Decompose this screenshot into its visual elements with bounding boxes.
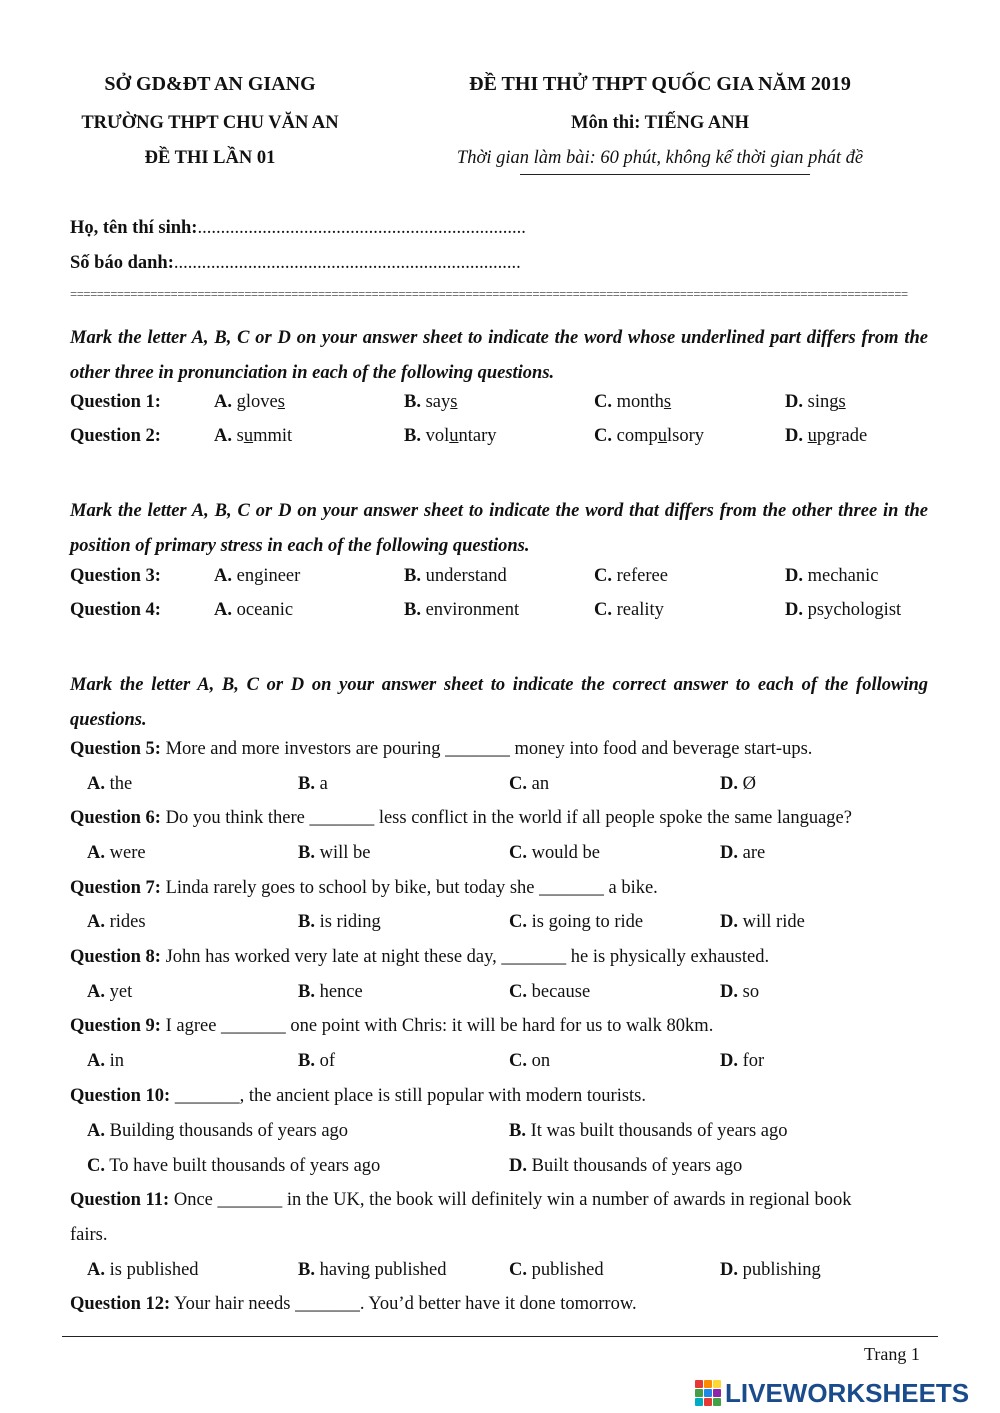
candidate-name-dots[interactable]: ....................................................................... — [197, 218, 526, 238]
option-letter: A. — [87, 1051, 105, 1071]
underlined-part: u — [449, 426, 459, 446]
option-letter: A. — [214, 426, 232, 446]
question-label: Question 9: — [70, 1016, 161, 1036]
underlined-part: u — [243, 426, 254, 446]
option-letter: C. — [509, 774, 527, 794]
option-text: It was built thousands of years ago — [530, 1121, 788, 1141]
option-text-rest: pgrade — [816, 426, 868, 446]
option-text: were — [109, 843, 146, 863]
option-letter: C. — [87, 1156, 105, 1176]
option-text: because — [531, 982, 591, 1002]
question-label: Question 10: — [70, 1086, 171, 1106]
q9-option-d[interactable] — [720, 1051, 764, 1072]
option-text: are — [742, 843, 766, 863]
question-label: Question 5: — [70, 739, 161, 759]
option-letter: A. — [214, 566, 232, 586]
q10-option-a[interactable] — [87, 1121, 348, 1142]
option-text: environment — [425, 600, 520, 620]
candidate-id-row — [70, 253, 521, 274]
option-text: yet — [109, 982, 133, 1002]
underlined-part: u — [807, 426, 817, 446]
option-text: will be — [319, 843, 371, 863]
question-6 — [70, 808, 852, 829]
exam-duration: Thời gian làm bài: 60 phút, không kể thời gian phát đề — [456, 148, 864, 168]
option-letter: D. — [785, 426, 803, 446]
underlined-part: s — [450, 392, 458, 412]
option-b[interactable] — [404, 566, 507, 587]
question-label: Question 7: — [70, 878, 161, 898]
question-label: Question 3: — [70, 566, 161, 586]
option-d[interactable] — [785, 566, 879, 587]
option-letter: B. — [298, 1260, 315, 1280]
option-a[interactable] — [214, 426, 292, 447]
option-text: engineer — [236, 566, 301, 586]
q5-option-b[interactable] — [298, 774, 328, 795]
option-text: published — [531, 1260, 604, 1280]
option-c[interactable] — [594, 392, 671, 413]
q6-option-a[interactable] — [87, 843, 146, 864]
option-text: hence — [319, 982, 363, 1002]
option-text: Building thousands of years ago — [109, 1121, 349, 1141]
q10-option-b[interactable] — [509, 1121, 788, 1142]
candidate-name-row — [70, 218, 526, 239]
instruction-correct-answer: Mark the letter A, B, C or D on your answer sheet to indicate the correct answer to each of the following questions. — [70, 675, 928, 730]
liveworksheets-logo-icon — [695, 1380, 721, 1406]
option-text: an — [531, 774, 550, 794]
q8-option-c[interactable] — [509, 982, 590, 1003]
q8-option-b[interactable] — [298, 982, 363, 1003]
option-letter: A. — [87, 1260, 105, 1280]
option-text: Built thousands of years ago — [531, 1156, 743, 1176]
option-letter: C. — [509, 1051, 527, 1071]
option-a[interactable] — [214, 600, 293, 621]
question-text: I agree _______ one point with Chris: it will be hard for us to walk 80km. — [160, 1016, 714, 1036]
option-letter: B. — [298, 982, 315, 1002]
question-5 — [70, 739, 812, 760]
question-8 — [70, 947, 769, 968]
underlined-part: s — [663, 392, 672, 412]
option-text: having published — [319, 1260, 447, 1280]
option-letter: A. — [87, 912, 105, 932]
option-letter: D. — [720, 1260, 738, 1280]
option-letter: B. — [298, 1051, 315, 1071]
option-a[interactable] — [214, 392, 285, 413]
liveworksheets-logo[interactable] — [695, 1377, 969, 1409]
option-letter: C. — [509, 912, 527, 932]
option-letter: D. — [720, 774, 738, 794]
option-letter: C. — [509, 1260, 527, 1280]
option-text: would be — [531, 843, 600, 863]
option-text: of — [319, 1051, 336, 1071]
option-text: a — [319, 774, 328, 794]
option-letter: C. — [594, 426, 612, 446]
option-b[interactable] — [404, 600, 519, 621]
candidate-id-dots[interactable]: ........................................................................... — [173, 253, 521, 273]
underlined-part: s — [838, 392, 846, 412]
q7-option-d[interactable] — [720, 912, 805, 933]
option-text: rides — [109, 912, 146, 932]
option-letter: D. — [720, 982, 738, 1002]
q6-option-b[interactable] — [298, 843, 370, 864]
option-text: month — [616, 392, 664, 412]
question-label: Question 11: — [70, 1190, 170, 1210]
q7-option-a[interactable] — [87, 912, 146, 933]
option-text-rest: lsory — [666, 426, 704, 446]
option-text: for — [742, 1051, 765, 1071]
q10-option-d[interactable] — [509, 1156, 742, 1177]
option-letter: B. — [298, 843, 315, 863]
option-text: reality — [616, 600, 664, 620]
option-text: comp — [616, 426, 658, 446]
q7-option-c[interactable] — [509, 912, 643, 933]
option-text: in — [109, 1051, 125, 1071]
q9-option-b[interactable] — [298, 1051, 335, 1072]
question-text: Your hair needs _______. You’d better have it done tomorrow. — [170, 1294, 637, 1314]
question-label: Question 12: — [70, 1294, 171, 1314]
option-letter: D. — [509, 1156, 527, 1176]
option-text: s — [236, 426, 244, 446]
option-text: understand — [425, 566, 507, 586]
q9-option-a[interactable] — [87, 1051, 124, 1072]
option-c[interactable] — [594, 426, 704, 447]
q11-option-b[interactable] — [298, 1260, 447, 1281]
option-a[interactable] — [214, 566, 300, 587]
option-letter: C. — [594, 566, 612, 586]
option-c[interactable] — [594, 566, 668, 587]
question-text: Linda rarely goes to school by bike, but today she _______ a bike. — [160, 878, 658, 898]
q8-option-d[interactable] — [720, 982, 759, 1003]
q11-option-a[interactable] — [87, 1260, 199, 1281]
school-name: TRƯỜNG THPT CHU VĂN AN — [81, 113, 339, 133]
option-text: on — [531, 1051, 551, 1071]
option-letter: B. — [404, 600, 421, 620]
option-letter: D. — [785, 392, 803, 412]
question-10 — [70, 1086, 646, 1107]
option-text: mechanic — [807, 566, 879, 586]
option-letter: A. — [87, 843, 105, 863]
option-letter: A. — [214, 600, 232, 620]
underlined-part: s — [277, 392, 285, 412]
q5-option-a[interactable] — [87, 774, 132, 795]
option-c[interactable] — [594, 600, 664, 621]
question-label: Question 2: — [70, 426, 161, 446]
question-label: Question 4: — [70, 600, 161, 620]
q5-option-c[interactable] — [509, 774, 549, 795]
option-letter: D. — [720, 912, 738, 932]
option-letter: C. — [594, 600, 612, 620]
option-text: referee — [616, 566, 668, 586]
option-letter: B. — [404, 566, 421, 586]
separator-line: ============================================================================================================================= — [70, 288, 908, 298]
option-text: is riding — [319, 912, 381, 932]
q8-option-a[interactable] — [87, 982, 132, 1003]
option-text: glove — [236, 392, 278, 412]
option-letter: A. — [87, 774, 105, 794]
option-text: publishing — [742, 1260, 821, 1280]
option-text: so — [742, 982, 760, 1002]
option-text: is going to ride — [531, 912, 644, 932]
option-b[interactable] — [404, 392, 457, 413]
option-text: Ø — [742, 774, 756, 794]
underlined-part: u — [657, 426, 667, 446]
question-text: _______, the ancient place is still popular with modern tourists. — [170, 1086, 646, 1106]
page-number: Trang 1 — [864, 1344, 920, 1364]
option-letter: D. — [720, 1051, 738, 1071]
instruction-stress: Mark the letter A, B, C or D on your answer sheet to indicate the word that differs from the other three in the position of primary stress in each of the following questions. — [70, 501, 928, 556]
question-label: Question 8: — [70, 947, 161, 967]
candidate-name-label: Họ, tên thí sinh: — [70, 218, 198, 238]
liveworksheets-logo-text: LIVEWORKSHEETS — [725, 1377, 970, 1408]
option-text: vol — [425, 426, 450, 446]
option-text: sing — [807, 392, 839, 412]
option-text: is published — [109, 1260, 199, 1280]
option-letter: B. — [509, 1121, 526, 1141]
question-text: John has worked very late at night these day, _______ he is physically exhausted. — [160, 947, 770, 967]
option-text: To have built thousands of years ago — [109, 1156, 381, 1176]
question-11-continued: fairs. — [70, 1225, 108, 1245]
option-d[interactable] — [785, 426, 867, 447]
option-letter: B. — [298, 774, 315, 794]
exam-title: ĐỀ THI THỬ THPT QUỐC GIA NĂM 2019 — [469, 73, 851, 95]
exam-round: ĐỀ THI LẦN 01 — [144, 148, 276, 168]
q5-option-d[interactable] — [720, 774, 756, 795]
department-name: SỞ GD&ĐT AN GIANG — [104, 73, 316, 95]
footer-divider — [62, 1336, 938, 1337]
option-text: psychologist — [807, 600, 902, 620]
option-text: the — [109, 774, 133, 794]
option-letter: C. — [509, 982, 527, 1002]
question-9 — [70, 1016, 713, 1037]
option-letter: B. — [404, 426, 421, 446]
q10-option-c[interactable] — [87, 1156, 380, 1177]
question-11 — [70, 1190, 852, 1211]
option-letter: A. — [87, 1121, 105, 1141]
option-text: say — [425, 392, 451, 412]
option-letter: D. — [720, 843, 738, 863]
q11-option-c[interactable] — [509, 1260, 604, 1281]
option-text: will ride — [742, 912, 805, 932]
option-text-rest: ntary — [458, 426, 497, 446]
option-letter: D. — [785, 600, 803, 620]
option-letter: B. — [298, 912, 315, 932]
option-letter: C. — [594, 392, 612, 412]
q7-option-b[interactable] — [298, 912, 381, 933]
option-text-rest: mmit — [253, 426, 293, 446]
question-label: Question 1: — [70, 392, 161, 412]
option-letter: C. — [509, 843, 527, 863]
option-letter: D. — [785, 566, 803, 586]
question-text: More and more investors are pouring _______ money into food and beverage start-ups. — [160, 739, 813, 759]
question-7 — [70, 878, 658, 899]
question-text: Once _______ in the UK, the book will definitely win a number of awards in regional book — [169, 1190, 852, 1210]
question-label: Question 6: — [70, 808, 161, 828]
q6-option-d[interactable] — [720, 843, 765, 864]
q9-option-c[interactable] — [509, 1051, 550, 1072]
option-d[interactable] — [785, 600, 901, 621]
q11-option-d[interactable] — [720, 1260, 821, 1281]
exam-subject: Môn thi: TIẾNG ANH — [570, 113, 749, 133]
instruction-pronunciation: Mark the letter A, B, C or D on your answer sheet to indicate the word whose underlined part differs from the other three in pronunciation in each of the following questions. — [70, 328, 928, 383]
candidate-id-label: Số báo danh: — [70, 253, 174, 273]
q6-option-c[interactable] — [509, 843, 600, 864]
option-letter: A. — [87, 982, 105, 1002]
option-text: oceanic — [236, 600, 294, 620]
option-d[interactable] — [785, 392, 846, 413]
question-text: Do you think there _______ less conflict in the world if all people spoke the same language? — [160, 808, 852, 828]
option-letter: A. — [214, 392, 232, 412]
question-12 — [70, 1294, 637, 1315]
title-underline — [520, 174, 810, 175]
option-b[interactable] — [404, 426, 497, 447]
option-letter: B. — [404, 392, 421, 412]
